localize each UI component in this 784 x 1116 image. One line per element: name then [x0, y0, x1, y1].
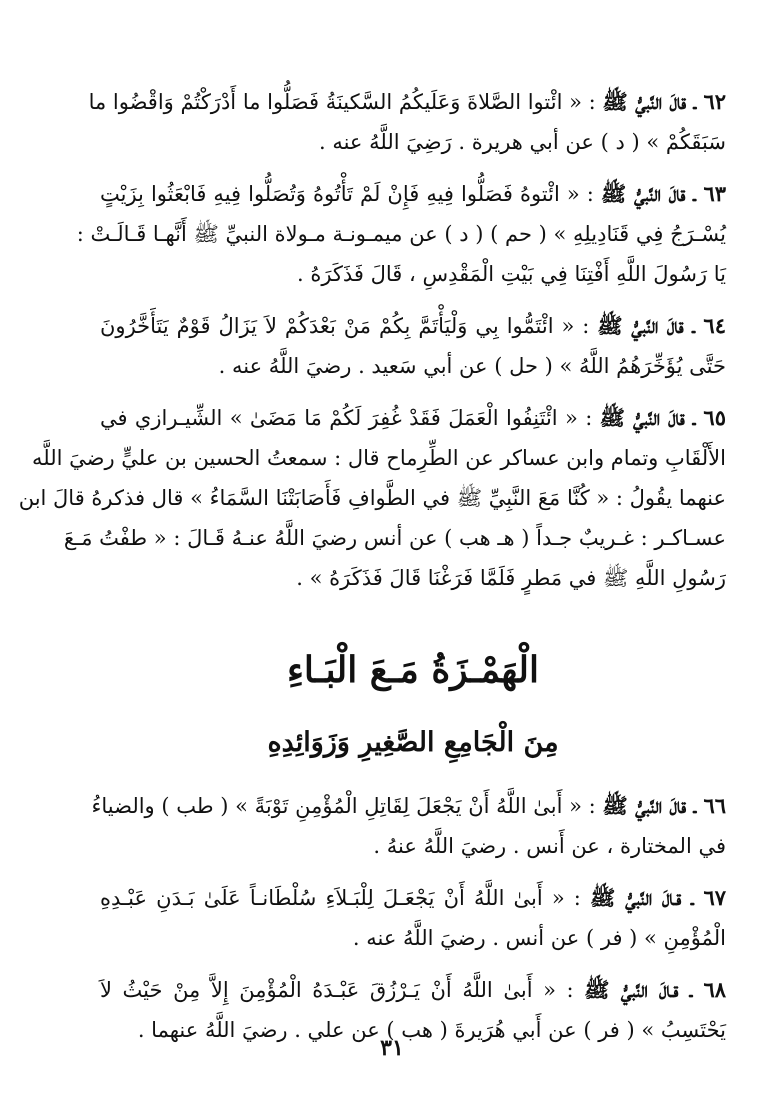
hadith-entries-top: [18, 82, 726, 598]
text-line: [100, 918, 726, 958]
text-line: [88, 82, 726, 122]
hadith-number-heading: ٦٧ ـ قـالَ النَّبيُّ ﷺ: [590, 885, 726, 910]
hadith-entry-65: [18, 398, 726, 598]
hadith-entry-62: [88, 82, 726, 162]
hadith-number-heading: ٦٤ ـ قالَ النَّبيُّ ﷺ: [597, 313, 726, 338]
hadith-number-heading: ٦٨ ـ قـالَ النَّبيُّ ﷺ: [584, 977, 726, 1002]
text-line: [100, 122, 726, 162]
text-line: [100, 878, 726, 918]
text-line: [91, 786, 726, 826]
hadith-entry-67: [100, 878, 726, 958]
hadith-text: عنهما يقُولُ : « كُنَّا مَعَ النَّبِيِّ ﷺ في الطَّوافِ فَأَصَابَتْنَا السَّمَاءُ » قال فذكرهُ قالَ ابن: [18, 486, 726, 510]
text-line: [100, 306, 726, 346]
hadith-entry-64: [100, 306, 726, 386]
hadith-text: : « ائْتَمُّوا بِي وَلْيَأْتَمَّ بِكُمْ مَنْ بَعْدَكُمْ لاَ يَزَالُ قَوْمٌ يَتَأَخَّرُونَ: [100, 314, 598, 338]
hadith-text: : « أَبىٰ اللَّهُ أَنْ يَجْعَـلَ لِلْبَـلاَءِ سُلْطَانـاً عَلَىٰ بَـدَنِ عَبْـدِهِ: [100, 886, 590, 910]
text-line: [100, 174, 726, 214]
hadith-entry-66: [91, 786, 726, 866]
hadith-number-heading: ٦٢ ـ قالَ النَّبيُّ ﷺ: [602, 89, 726, 114]
hadith-text: يَحْتَسِبُ » ( فر ) عن أَبي هُرَيرةَ ( هب ) عن علي . رضيَ اللَّهُ عنهما .: [137, 1018, 726, 1042]
hadith-number-heading: ٦٦ ـ قالَ النَّبيُّ ﷺ: [602, 793, 726, 818]
hadith-text: : « ائْتوهُ فَصَلُّوا فِيهِ فَإِنْ لَمْ تَأْتُوهُ وَتُصَلُّوا فِيهِ فَابْعَثُوا بِزَيْتٍ: [100, 182, 601, 206]
hadith-text: حَتَّى يُؤَخِّرَهُمُ اللَّهُ » ( حل ) عن أبي سَعيد . رضيَ اللَّهُ عنه .: [218, 354, 726, 378]
hadith-text: : « ائْتَنِفُوا الْعَمَلَ فَقَدْ غُفِرَ لَكُمْ مَا مَضَىٰ » الشِّيـرازي في: [100, 406, 600, 430]
hadith-entries-bottom: [91, 786, 726, 1050]
text-line: [18, 478, 726, 518]
hadith-text: عسـاكـر : غـريبٌ جـداً ( هـ هب ) عن أنس رضيَ اللَّهُ عنـهُ قَـالَ : « طفْتُ مَـعَ: [63, 526, 726, 550]
chapter-subtitle: مِنَ الْجَامِعِ الصَّغِيرِ وَزَوَائِدِهِ: [267, 727, 559, 758]
hadith-entry-63: [76, 174, 726, 294]
text-line: [32, 438, 726, 478]
hadith-text: : « أَبىٰ اللَّهُ أَنْ يَـرْزُقَ عَبْـدَهُ الْمُؤْمِنَ إِلاَّ مِنْ حَيْثُ لاَ: [100, 978, 585, 1002]
text-line: [100, 970, 726, 1010]
text-line: [100, 346, 726, 386]
hadith-text: الأَلْقَابِ وتمام وابن عساكر عن الطِّرِماح قال : سمعتُ الحسين بن عليٍّ رضيَ اللَّه: [32, 446, 726, 470]
hadith-number-heading: ٦٥ ـ قالَ النَّبيُّ ﷺ: [599, 405, 726, 430]
hadith-text: يَا رَسُولَ اللَّهِ أَفْتِنَا فِي بَيْتِ الْمَقْدِسِ ، قَالَ فَذَكَرَهُ .: [296, 262, 726, 286]
chapter-title: الْهَمْـزَةُ مَـعَ الْبَـاءِ: [287, 649, 539, 691]
hadith-number-heading: ٦٣ ـ قالَ النَّبيُّ ﷺ: [600, 181, 726, 206]
page-body: [18, 82, 726, 1062]
text-line: [100, 254, 726, 294]
text-line: [100, 558, 726, 598]
hadith-text: الْمُؤْمِنِ » ( فر ) عن أنس . رضيَ اللَّهُ عنه .: [352, 926, 726, 950]
hadith-text: : « ائْتوا الصَّلاةَ وَعَلَيكُمُ السَّكينَةُ فَصَلُّوا ما أَدْرَكْتُمْ وَاقْضُوا ما: [88, 90, 603, 114]
hadith-text: في المختارة ، عن أَنس . رضيَ اللَّهُ عنهُ .: [373, 834, 726, 858]
text-line: [63, 518, 726, 558]
text-line: [100, 826, 726, 866]
hadith-text: : « أَبىٰ اللَّهُ أَنْ يَجْعَلَ لِقَاتِلِ الْمُؤْمِنِ تَوْبَةً » ( طب ) والضياءُ: [91, 794, 603, 818]
page-number: ٣١: [380, 1035, 404, 1061]
hadith-text: يُسْـرَجُ فِي قَنَادِيلِهِ » ( حم ) ( د ) عن ميمـونـة مـولاة النبيِّ ﷺ أَنَّهـا قَـالَـتْ :: [76, 222, 726, 246]
text-line: [100, 398, 726, 438]
hadith-text: رَسُولِ اللَّهِ ﷺ في مَطرٍ فَلَمَّا فَرَغْنَا قَالَ فَذَكَرَهُ » .: [296, 566, 726, 590]
hadith-text: سَبَقَكُمْ » ( د ) عن أبي هريرة . رَضِيَ اللَّهُ عنه .: [318, 130, 726, 154]
text-line: [76, 214, 726, 254]
